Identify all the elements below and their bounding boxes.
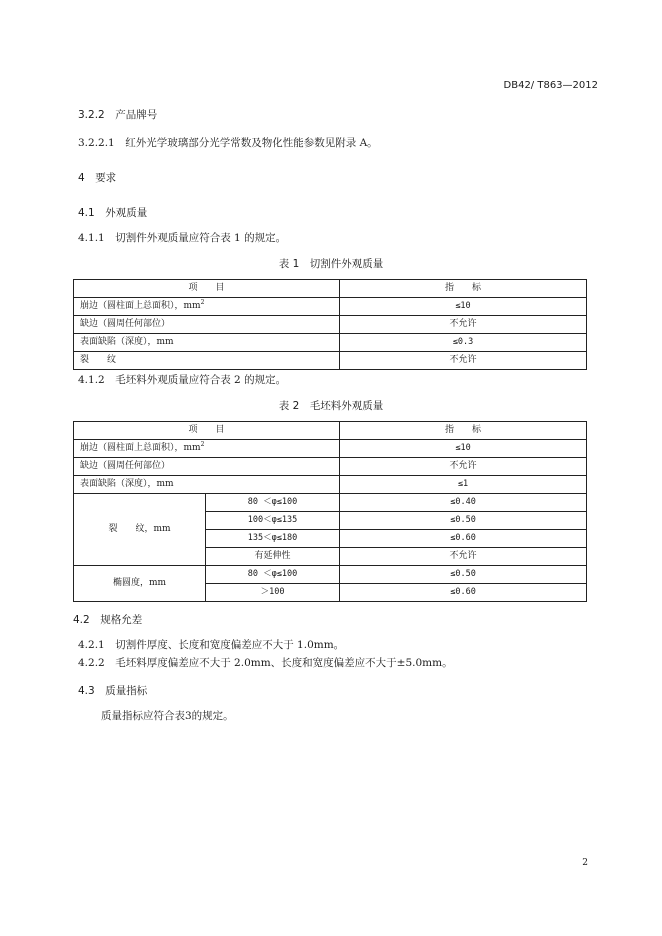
ellipse-label: 椭圆度，mm [74,566,206,602]
table-row [74,566,587,584]
table-row [74,352,587,370]
clause-number: 4.1.2 [78,374,105,386]
section-number: 3.2.2 [78,109,105,121]
row-value: ≤0.60 [340,584,587,602]
row-item: 崩边（圆柱面上总面积），$mm^2$ [74,440,340,458]
header-index: 指 标 [340,280,587,298]
row-value: ≤10 [340,440,587,458]
clause-text: 红外光学玻璃部分光学常数及物化性能参数见附录 A。 [125,137,378,149]
standard-number: DB42/ T863—2012 [503,80,598,91]
row-value: ≤10 [340,298,587,316]
clause-number: 4.2.2 [78,657,105,669]
section-title: 规格允差 [100,614,143,626]
table-1-caption: 表 1 切割件外观质量 [278,258,384,270]
row-value: ≤0.40 [340,494,587,512]
section-title: 质量指标 [105,685,148,697]
row-condition: 100＜φ≤135 [206,512,340,530]
row-item: 缺边（圆周任何部位） [74,316,340,334]
table-row [74,458,587,476]
header-item: 项 目 [74,280,340,298]
clause-text: 毛坯料外观质量应符合表 2 的规定。 [115,374,287,386]
row-condition: 135＜φ≤180 [206,530,340,548]
section-title: 外观质量 [105,207,148,219]
table-2 [73,421,587,602]
row-value: 不允许 [340,316,587,334]
section-number: 4.1 [78,207,95,219]
section-number: 4.3 [78,685,95,697]
row-item: 表面缺陷（深度），mm [74,476,340,494]
clause-text: 毛坯料厚度偏差应不大于 2.0mm、长度和宽度偏差应不大于±5.0mm。 [115,657,453,669]
table-1 [73,279,587,370]
section-4-heading [78,170,116,185]
row-condition: 80 ＜φ≤100 [206,494,340,512]
row-condition: ＞100 [206,584,340,602]
section-4-2-heading [73,612,142,627]
clause-4-1-2 [78,372,286,387]
row-value: ≤0.3 [340,334,587,352]
table-row [74,440,587,458]
clause-text: 切割件外观质量应符合表 1 的规定。 [115,232,287,244]
clause-4-2-2 [78,655,453,670]
section-3-2-2-heading [78,107,157,122]
row-item: 表面缺陷（深度），mm [74,334,340,352]
row-item: 崩边（圆柱面上总面积），$mm^2$ [74,298,340,316]
row-item: 裂 纹 [74,352,340,370]
section-4-1-heading [78,205,147,220]
section-title: 要求 [95,172,117,184]
row-value: ≤0.60 [340,530,587,548]
table-header-row [74,422,587,440]
row-condition: 80 ＜φ≤100 [206,566,340,584]
superscript: 2 [200,299,205,306]
row-value: ≤1 [340,476,587,494]
table-row [74,494,587,512]
table-2-caption: 表 2 毛坯料外观质量 [278,400,384,412]
crack-label: 裂 纹，mm [74,494,206,566]
clause-text: 切割件厚度、长度和宽度偏差应不大于 1.0mm。 [115,639,345,651]
row-value: 不允许 [340,458,587,476]
clause-4-1-1 [78,230,286,245]
row-condition: 有延伸性 [206,548,340,566]
superscript: 2 [200,441,205,448]
section-number: 4.2 [73,614,90,626]
clause-number: 4.1.1 [78,232,105,244]
row-value: 不允许 [340,352,587,370]
header-item: 项 目 [74,422,340,440]
table-header-row [74,280,587,298]
section-number: 4 [78,172,85,184]
table-row [74,334,587,352]
table-row [74,298,587,316]
row-value: ≤0.50 [340,566,587,584]
clause-number: 3.2.2.1 [78,137,115,149]
clause-number: 4.2.1 [78,639,105,651]
row-value: 不允许 [340,548,587,566]
table-row [74,476,587,494]
table-row [74,316,587,334]
row-value: ≤0.50 [340,512,587,530]
section-4-3-paragraph: 质量指标应符合表3的规定。 [101,710,234,722]
clause-3-2-2-1 [78,135,378,150]
page-number: 2 [582,858,588,868]
clause-4-2-1 [78,637,344,652]
row-item: 缺边（圆周任何部位） [74,458,340,476]
header-index: 指 标 [340,422,587,440]
section-title: 产品牌号 [115,109,158,121]
section-4-3-heading [78,683,147,698]
